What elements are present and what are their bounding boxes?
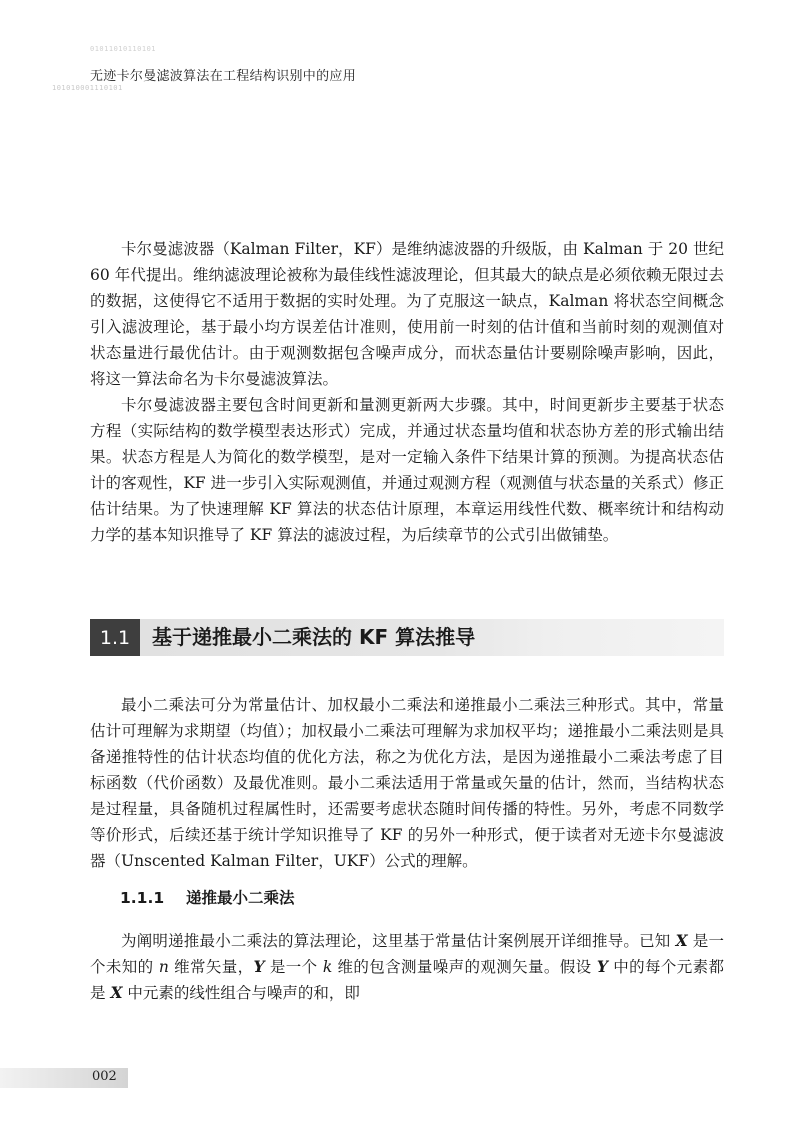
var-X: X [675,931,688,950]
running-title: 无迹卡尔曼滤波算法在工程结构识别中的应用 [90,69,357,84]
section-number: 1.1 [90,619,140,656]
var-k: k [322,958,333,976]
subsection-number: 1.1.1 [120,889,165,907]
p4-text-7: 中元素的线性组合与噪声的和，即 [122,984,360,1002]
p4-text-1: 为阐明递推最小二乘法的算法理论，这里基于常量估计案例展开详细推导。已知 [121,932,676,950]
binary-deco-bottom: 101010001110101 [52,84,123,92]
var-n: n [158,958,169,976]
p4-text-3: 维常矢量， [168,958,254,976]
p4-text-2: 是一个未知的 [90,932,724,976]
page-number: 002 [92,1069,117,1084]
var-X: X [110,983,123,1002]
section-title: 基于递推最小二乘法的 KF 算法推导 [152,625,476,649]
p4-text-5: 维的包含测量噪声的观测矢量。假设 [332,958,597,976]
subsection-heading [120,886,295,908]
paragraph-intro: 卡尔曼滤波器（Kalman Filter，KF）是维纳滤波器的升级版，由 Kalman 于 20 世纪 60 年代提出。维纳滤波理论被称为最佳线性滤波理论，但其最大的缺点是必须依赖无限过去的数据，这使得它不适用于数据的实时处理。为了克服这一缺点，Kalman 将状态空间概念引入滤波理论，基于最小均方误差估计准则，使用前一时刻的估计值和当前时刻的观测值对状态量进行最优估计。由于观测数据包含噪声成分，而状态量估计要剔除噪声影响，因此，将这一算法命名为卡尔曼滤波算法。 [90,240,724,388]
binary-deco-top: 01011010110101 [90,45,157,53]
var-Y: Y [253,957,265,976]
paragraph-recursive [90,928,724,1006]
subsection-title: 递推最小二乘法 [186,889,295,907]
section-heading [90,619,724,656]
paragraph-steps: 卡尔曼滤波器主要包含时间更新和量测更新两大步骤。其中，时间更新步主要基于状态方程（实际结构的数学模型表达形式）完成，并通过状态量均值和状态协方差的形式输出结果。状态方程是人为简化的数学模型，是对一定输入条件下结果计算的预测。为提高状态估计的客观性，KF 进一步引入实际观测值，并通过观测方程（观测值与状态量的关系式）修正估计结果。为了快速理解 KF 算法的状态估计原理，本章运用线性代数、概率统计和结构动力学的基本知识推导了 KF 算法的滤波过程，为后续章节的公式引出做铺垫。 [90,396,724,544]
p4-text-4: 是一个 [264,958,323,976]
p4-text-6: 中的每个元素都是 [90,958,724,1002]
paragraph-least-squares: 最小二乘法可分为常量估计、加权最小二乘法和递推最小二乘法三种形式。其中，常量估计可理解为求期望（均值）；加权最小二乘法可理解为求加权平均；递推最小二乘法则是具备递推特性的估计状态均值的优化方法，称之为优化方法，是因为递推最小二乘法考虑了目标函数（代价函数）及最优准则。最小二乘法适用于常量或矢量的估计，然而，当结构状态是过程量，具备随机过程属性时，还需要考虑状态随时间传播的特性。另外，考虑不同数学等价形式，后续还基于统计学知识推导了 KF 的另外一种形式，便于读者对无迹卡尔曼滤波器（Unscented Kalman Filter，UKF）公式的理解。 [90,696,724,870]
var-Y: Y [596,957,608,976]
